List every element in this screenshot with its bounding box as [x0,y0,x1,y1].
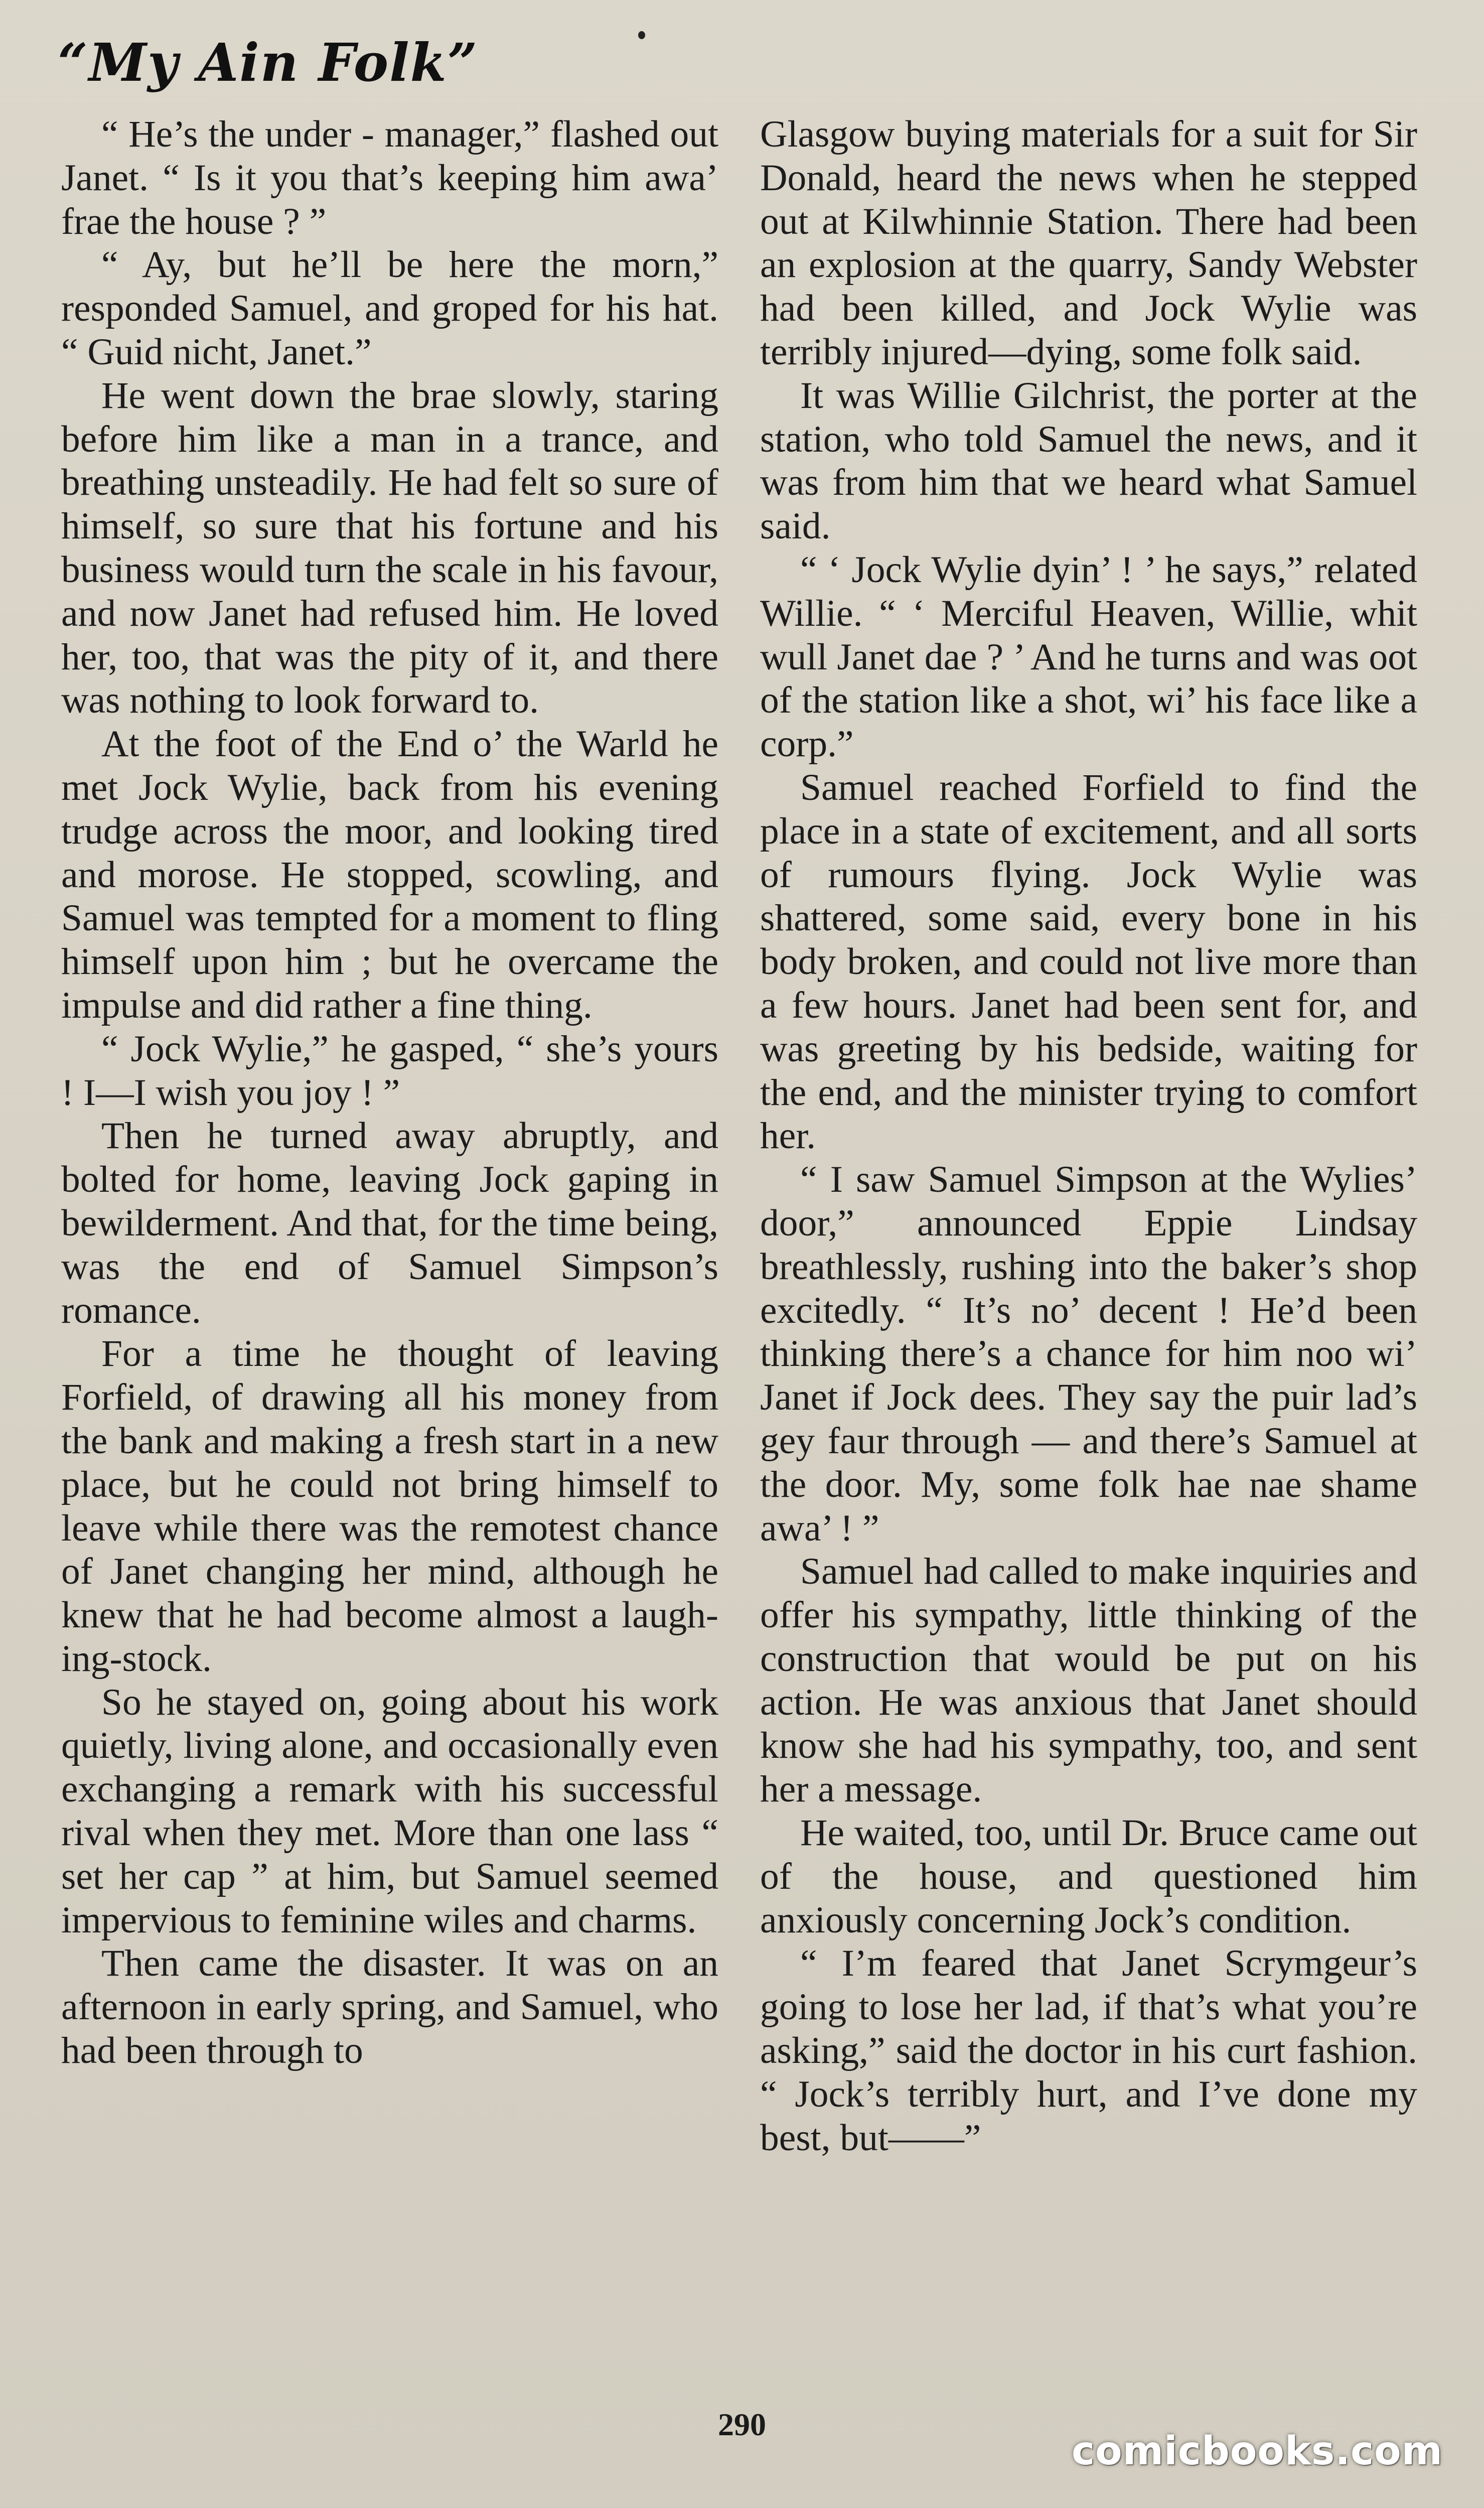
paragraph: “ I saw Samuel Simpson at the Wylies’ door,” announced Eppie Lindsay breathlessly, rushing into the baker’s shop excitedly. “ It’s no’ decent ! He’d been thinking there’s a chance for him noo wi’ Janet if Jock dees. They say the puir lad’s gey faur through — and there’s Samuel at the door. My, some folk hae nae shame awa’ ! ” [760,1159,1417,1549]
paragraph: He waited, too, until Dr. Bruce came out of the house, and questioned him anxiously concerning Jock’s condition. [760,1812,1417,1941]
paragraph: Then he turned away abruptly, and bolted for home, leaving Jock gaping in bewilderment. And that, for the time being, was the end of Samuel Simpson’s romance. [61,1115,718,1331]
running-header [58,20,1412,105]
page-number: 290 [718,2407,766,2442]
paragraph: “ Jock Wylie,” he gasped, “ she’s yours ! I—I wish you joy ! ” [61,1028,718,1113]
paragraph: “ I’m feared that Janet Scrymgeur’s going to lose her lad, if that’s what you’re asking,” said the doctor in his curt fashion. “ Jock’s terribly hurt, and I’ve done my best, but——” [760,1942,1417,2159]
text-column-right [760,113,1417,2160]
running-title: “My Ain Folk” [58,32,479,93]
text-column-left [61,113,718,2073]
paragraph: At the foot of the End o’ the Warld he met Jock Wylie, back from his evening trudge across the moor, and looking tired and morose. He stopped, scowling, and Samuel was tempted for a moment to fling himself upon him ; but he overcame the impulse and did rather a fine thing. [61,723,718,1026]
site-watermark: comicbooks.com [1071,2429,1443,2474]
paragraph-continued: Glasgow buying materials for a suit for Sir Donald, heard the news when he stepped out at Kilwhinnie Station. There had been an explosion at the quarry, Sandy Webster had been killed, and Jock Wylie was terribly injured—dying, some folk said. [760,113,1417,373]
paragraph: So he stayed on, going about his work quietly, living alone, and occasionally even exchanging a remark with his successful rival when they met. More than one lass “ set her cap ” at him, but Samuel seemed impervious to feminine wiles and charms. [61,1681,718,1941]
paragraph: “ He’s the under - manager,” flashed out Janet. “ Is it you that’s keeping him awa’ frae the house ? ” [61,113,718,242]
paragraph: Samuel had called to make inquiries and offer his sympathy, little thinking of the construction that would be put on his action. He was anxious that Janet should know she had his sympathy, too, and sent her a message. [760,1551,1417,1810]
paragraph: He went down the brae slowly, staring before him like a man in a trance, and breathing unsteadily. He had felt so sure of himself, so sure that his fortune and his business would turn the scale in his favour, and now Janet had refused him. He loved her, too, that was the pity of it, and there was nothing to look forward to. [61,374,718,722]
paragraph: It was Willie Gilchrist, the porter at the station, who told Samuel the news, and it was from him that we heard what Samuel said. [760,374,1417,547]
paragraph: Samuel reached Forfield to find the place in a state of excitement, and all sorts of rumours flying. Jock Wylie was shattered, some said, every bone in his body broken, and could not live more than a few hours. Janet had been sent for, and was greeting by his bedside, waiting for the end, and the minister trying to comfort her. [760,766,1417,1157]
paragraph: Then came the disaster. It was on an afternoon in early spring, and Samuel, who had been through to [61,1942,718,2072]
paragraph: “ Ay, but he’ll be here the morn,” responded Samuel, and groped for his hat. “ Guid nicht, Janet.” [61,244,718,373]
paragraph: For a time he thought of leaving Forfield, of drawing all his money from the bank and making a fresh start in a new place, but he could not bring himself to leave while there was the remotest chance of Janet changing her mind, although he knew that he had become almost a laughing-stock. [61,1333,718,1680]
paragraph: “ ‘ Jock Wylie dyin’ ! ’ he says,” related Willie. “ ‘ Merciful Heaven, Willie, whit wull Janet dae ? ’ And he turns and was oot of the station like a shot, wi’ his face like a corp.” [760,548,1417,765]
